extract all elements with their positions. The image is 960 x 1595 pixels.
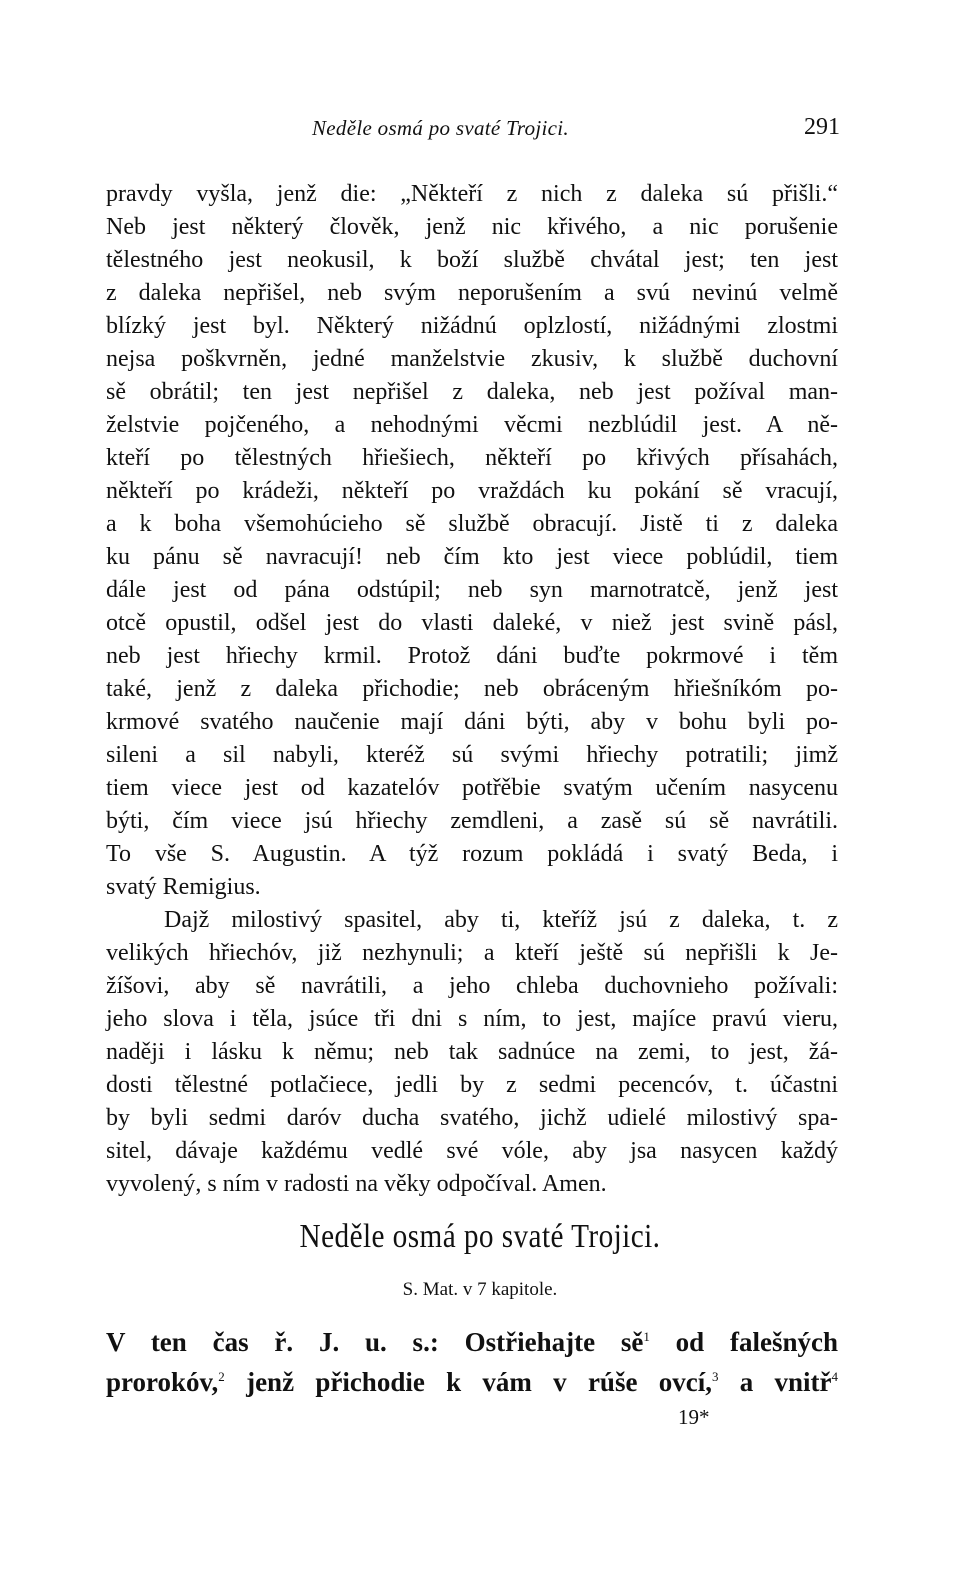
text-line: kteří po tělestných hřiešiech, někteří po křivých přísahách, [106, 445, 838, 471]
text-line: nejsa poškvrněn, jedné manželstvie zkusiv, k službě duchovní [106, 346, 838, 372]
footnote-marker: 2 [218, 1369, 225, 1384]
gospel-text: prorokóv, [106, 1367, 219, 1397]
gospel-line-1 [106, 1322, 838, 1362]
gospel-text: jenž přichodie k vám v rúše ovcí, [224, 1367, 712, 1397]
text-line: tiem viece jest od kazatelóv potřěbie svatým učením nasycenu [106, 775, 838, 801]
text-line: sileni a sil nabyli, kteréž sú svými hřiechy potratili; jimž [106, 742, 838, 768]
text-line: svatý Remigius. [106, 874, 261, 900]
running-head [0, 116, 960, 150]
text-line: blízký jest byl. Některý nižádnú oplzlostí, nižádnými zlostmi [106, 313, 838, 339]
text-line: neb jest hřiechy krmil. Protož dáni buďte pokrmové i těm [106, 643, 838, 669]
text-line: by byli sedmi daróv ducha svatého, jichž udielé milostivý spa- [106, 1105, 838, 1131]
text-line: otcě opustil, odšel jest do vlasti daleké, v niež jest svině pásl, [106, 610, 838, 636]
section-subheading: S. Mat. v 7 kapitole. [402, 1279, 558, 1300]
text-line: vyvolený, s ním v radosti na věky odpočíval. Amen. [106, 1171, 607, 1197]
gospel-text: a vnitř [718, 1367, 832, 1397]
text-line: a k boha všemohúcieho sě službě obracují. Jistě ti z daleka [106, 511, 838, 537]
gospel-text: V ten čas ř. J. u. s.: Ostřiehajte sě [106, 1327, 644, 1357]
text-line: Neb jest některý člověk, jenž nic křivého, a nic porušenie [106, 214, 838, 240]
text-line: pravdy vyšla, jenž die: „Někteří z nich z daleka sú přišli.“ [106, 181, 838, 207]
text-line: také, jenž z daleka přichodie; neb obráceným hřiešníkóm po- [106, 676, 838, 702]
text-line: želstvie pojčeného, a nehodnými věcmi nezblúdil jest. A ně- [106, 412, 838, 438]
footnote-marker: 1 [643, 1329, 650, 1344]
running-title: Neděle osmá po svaté Trojici. [312, 116, 569, 140]
gospel-line-2 [106, 1362, 838, 1402]
page-number: 291 [804, 114, 840, 140]
text-line: naději i lásku k němu; neb tak sadnúce na zemi, to jest, žá- [106, 1039, 838, 1065]
text-line: žíšovi, aby sě navrátili, a jeho chleba duchovnieho požívali: [106, 973, 838, 999]
text-line: tělestného jest neokusil, k boží službě chvátal jest; ten jest [106, 247, 838, 273]
text-line: krmové svatého naučenie mají dáni býti, aby v bohu byli po- [106, 709, 838, 735]
text-line: jeho slova i těla, jsúce tři dni s ním, to jest, majíce pravú vieru, [106, 1006, 838, 1032]
section-heading: Neděle osmá po svaté Trojici. [299, 1218, 661, 1255]
text-line: sitel, dávaje každému vedlé své vóle, aby jsa nasycen každý [106, 1138, 838, 1164]
text-line: někteří po krádeži, někteří po vraždách ku pokání sě vracují, [106, 478, 838, 504]
text-line: dosti tělestné potlačiece, jedli by z sedmi pecencóv, t. účastni [106, 1072, 838, 1098]
body-text [106, 178, 838, 1201]
text-line: Dajž milostivý spasitel, aby ti, kteříž jsú z daleka, t. z [164, 907, 838, 933]
text-line: velikých hřiechóv, již nezhynuli; a kteří ještě sú nepřišli k Je- [106, 940, 838, 966]
footnote-marker: 4 [831, 1369, 838, 1384]
text-line: sě obrátil; ten jest nepřišel z daleka, neb jest požíval man- [106, 379, 838, 405]
signature-mark: 19* [678, 1405, 710, 1429]
text-line: býti, čím viece jsú hřiechy zemdleni, a zasě sú sě navrátili. [106, 808, 838, 834]
text-line: ku pánu sě navracují! neb čím kto jest viece poblúdil, tiem [106, 544, 838, 570]
text-line: To vše S. Augustin. A týž rozum pokládá i svatý Beda, i [106, 841, 838, 867]
gospel-text: od falešných [649, 1327, 838, 1357]
gospel-intro [106, 1322, 838, 1402]
text-line: z daleka nepřišel, neb svým neporušením a svú nevinú velmě [106, 280, 838, 306]
text-line: dále jest od pána odstúpil; neb syn marnotratcě, jenž jest [106, 577, 838, 603]
footnote-marker: 3 [711, 1369, 719, 1384]
